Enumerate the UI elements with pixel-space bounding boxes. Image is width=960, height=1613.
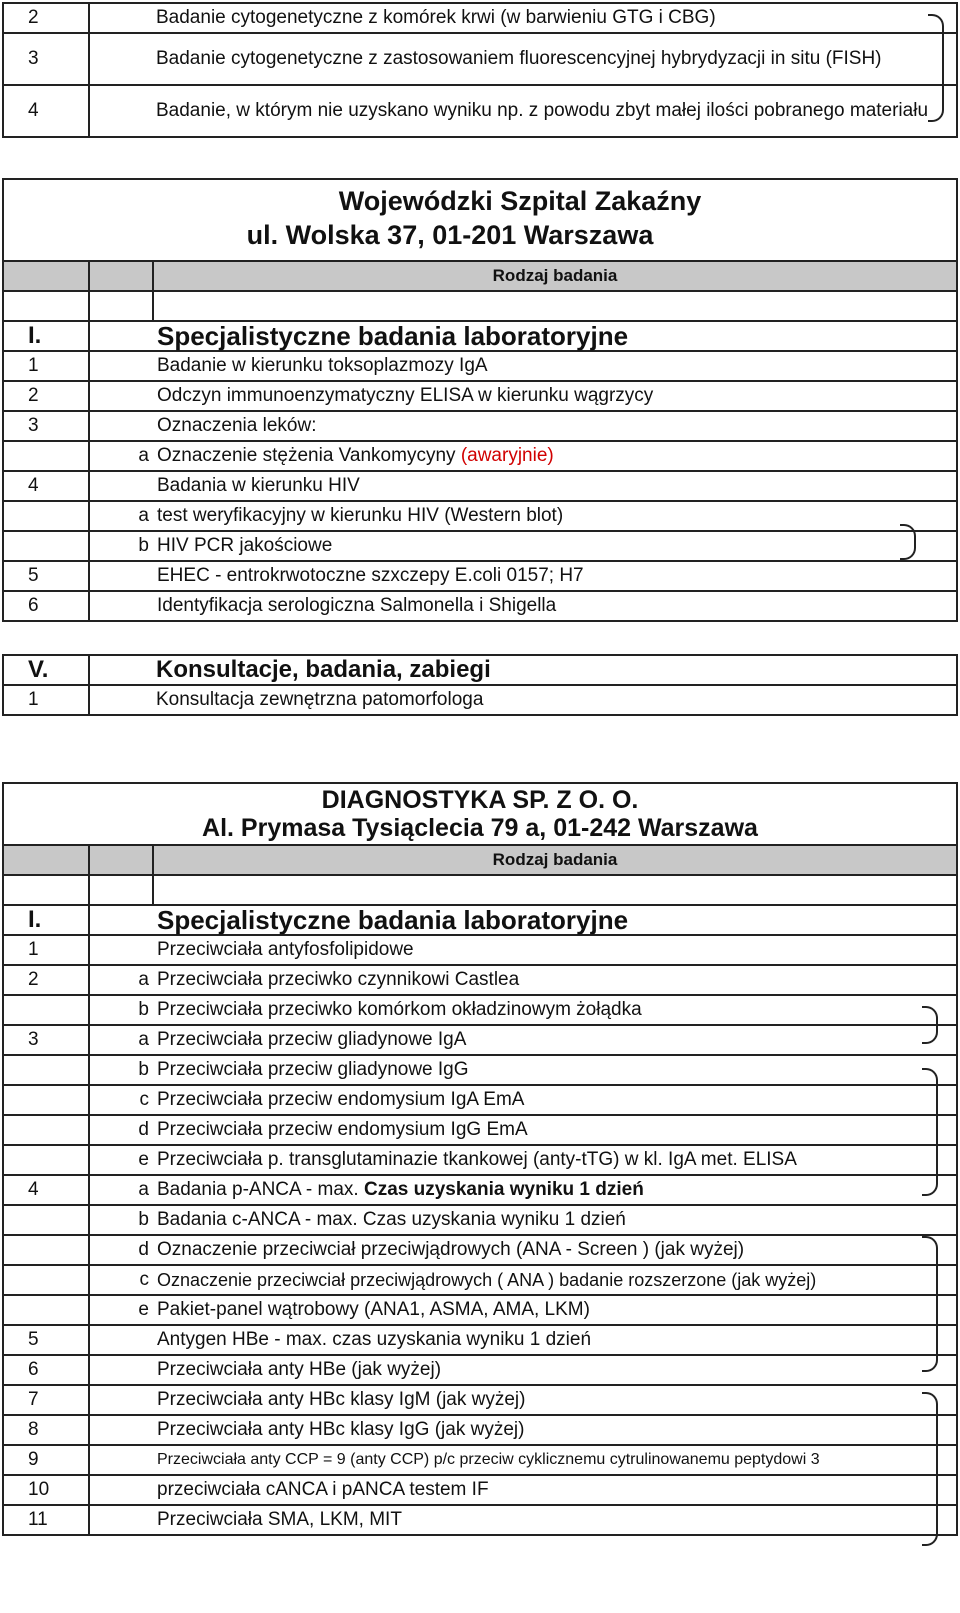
subheader-label: Rodzaj badania: [153, 845, 957, 875]
table-row: b Przeciwciała przeciwko komórkom okładzinowym żołądka: [3, 995, 957, 1025]
bracket-decoration: [900, 524, 916, 560]
lab1-section: [2, 178, 958, 716]
table-row: b Badania c-ANCA - max. Czas uzyskania wyniku 1 dzień: [3, 1205, 957, 1235]
lab1-header: [2, 178, 958, 260]
section-title: Specjalistyczne badania laboratoryjne: [153, 905, 957, 935]
row-number: 3: [3, 33, 89, 85]
table-row: [3, 3, 957, 33]
lab1-subheader-row: [3, 261, 957, 291]
subheader-label: Rodzaj badania: [153, 261, 957, 291]
table-row: [3, 33, 957, 85]
table-row: 11 Przeciwciała SMA, LKM, MIT: [3, 1505, 957, 1535]
lab1-name: Wojewódzki Szpital Zakaźny: [338, 186, 702, 216]
table-row: [3, 85, 957, 137]
table-row: b Przeciwciała przeciw gliadynowe IgG: [3, 1055, 957, 1085]
section-title: Specjalistyczne badania laboratoryjne: [153, 321, 957, 351]
bracket-decoration: [922, 1006, 938, 1044]
table-row: e Pakiet-panel wątrobowy (ANA1, ASMA, AMA, LKM): [3, 1295, 957, 1325]
urgent-note: (awaryjnie): [460, 445, 554, 466]
bold-note: Czas uzyskania wyniku 1 dzień: [363, 1179, 644, 1200]
table-row: e Przeciwciała p. transglutaminazie tkankowej (anty-tTG) w kl. IgA met. ELISA: [3, 1145, 957, 1175]
row-text: Badanie, w którym nie uzyskano wyniku np. z powodu zbyt małej ilości pobranego materiału: [152, 85, 957, 137]
table-row: 7 Przeciwciała anty HBc klasy IgM (jak wyżej): [3, 1385, 957, 1415]
table-row: d Oznaczenie przeciwciał przeciwjądrowych (ANA - Screen ) (jak wyżej): [3, 1235, 957, 1265]
section-header: [3, 321, 957, 351]
lab1-address: ul. Wolska 37, 01-201 Warszawa: [246, 220, 654, 250]
table-row: d Przeciwciała przeciw endomysium IgG EmA: [3, 1115, 957, 1145]
table-row: 9 Przeciwciała anty CCP = 9 (anty CCP) p/c przeciw cyklicznemu cytrulinowanemu peptydowi 3: [3, 1445, 957, 1475]
section-number: V.: [3, 655, 89, 685]
table-row: 4 Badania w kierunku HIV: [3, 471, 957, 501]
table-row: 1 Badanie w kierunku toksoplazmozy IgA: [3, 351, 957, 381]
row-text: Badanie cytogenetyczne z zastosowaniem fluorescencyjnej hybrydyzacji in situ (FISH): [152, 33, 957, 85]
table-row: 1 Przeciwciała antyfosfolipidowe: [3, 935, 957, 965]
table-row: a Oznaczenie stężenia Vankomycyny (awaryjnie): [3, 441, 957, 471]
lab2-header: [2, 782, 958, 844]
lab2-subheader-row: [3, 845, 957, 875]
section-number: I.: [3, 905, 89, 935]
table-row: 4 a Badania p-ANCA - max. Czas uzyskania wyniku 1 dzień: [3, 1175, 957, 1205]
table-row: c Przeciwciała przeciw endomysium IgA EmA: [3, 1085, 957, 1115]
table-row: 8 Przeciwciała anty HBc klasy IgG (jak wyżej): [3, 1415, 957, 1445]
table-row: 2 Odczyn immunoenzymatyczny ELISA w kierunku wągrzycy: [3, 381, 957, 411]
table-row: 10 przeciwciała cANCA i pANCA testem IF: [3, 1475, 957, 1505]
section-title: Konsultacje, badania, zabiegi: [152, 655, 957, 685]
table-row: 3 Oznaczenia leków:: [3, 411, 957, 441]
lab2-section: [2, 782, 958, 1536]
top-table: [2, 2, 958, 138]
bracket-decoration: [922, 1392, 938, 1546]
bracket-decoration: [928, 14, 944, 122]
row-number: 4: [3, 85, 89, 137]
table-row: 6 Przeciwciała anty HBe (jak wyżej): [3, 1355, 957, 1385]
table-row: 5 EHEC - entrokrwotoczne szxczepy E.coli 0157; H7: [3, 561, 957, 591]
table-row: b HIV PCR jakościowe: [3, 531, 957, 561]
lab2-address: Al. Prymasa Tysiąclecia 79 a, 01-242 Warszawa: [202, 814, 758, 842]
bracket-decoration: [922, 1068, 938, 1196]
section-number: I.: [3, 321, 89, 351]
table-row: c Oznaczenie przeciwciał przeciwjądrowych ( ANA ) badanie rozszerzone (jak wyżej): [3, 1265, 957, 1295]
lab2-name: DIAGNOSTYKA SP. Z O. O.: [321, 786, 639, 814]
bracket-decoration: [922, 1236, 938, 1372]
row-text: Badanie cytogenetyczne z komórek krwi (w barwieniu GTG i CBG): [152, 3, 957, 33]
section-header: [3, 655, 957, 685]
table-row: 1 Konsultacja zewnętrzna patomorfologa: [3, 685, 957, 715]
table-row: 6 Identyfikacja serologiczna Salmonella i Shigella: [3, 591, 957, 621]
table-row: a test weryfikacyjny w kierunku HIV (Western blot): [3, 501, 957, 531]
section-header: [3, 905, 957, 935]
table-row: 2 a Przeciwciała przeciwko czynnikowi Castlea: [3, 965, 957, 995]
table-row: 3 a Przeciwciała przeciw gliadynowe IgA: [3, 1025, 957, 1055]
row-number: 2: [3, 3, 89, 33]
table-row: 5 Antygen HBe - max. czas uzyskania wyniku 1 dzień: [3, 1325, 957, 1355]
